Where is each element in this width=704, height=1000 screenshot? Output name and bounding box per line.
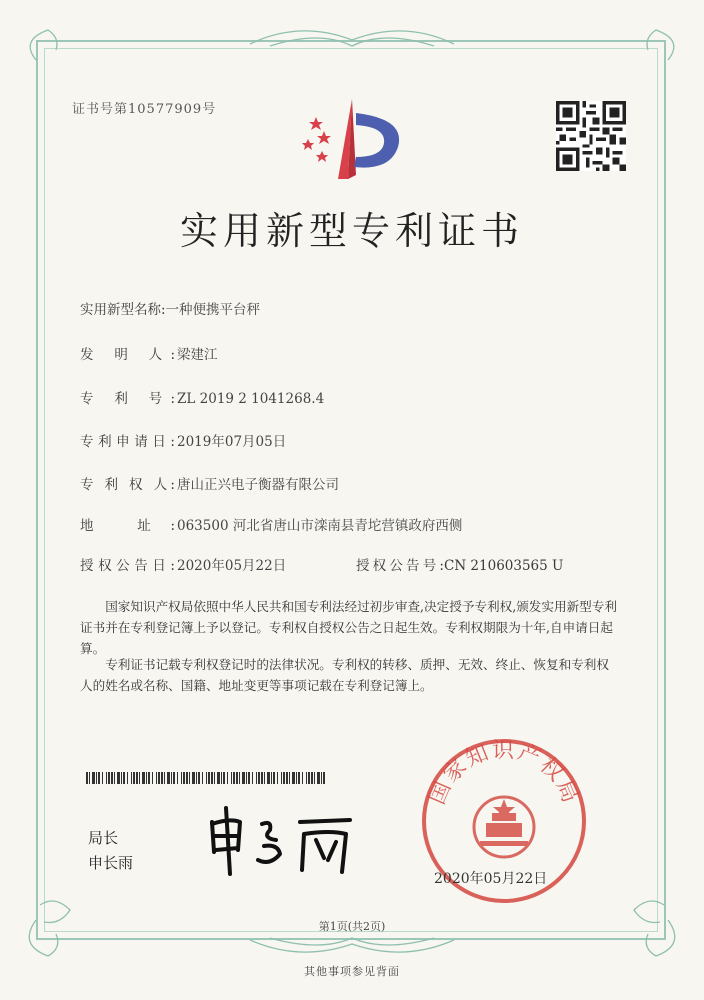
field-patentee: [80, 473, 339, 493]
body-paragraph-2: 专利证书记载专利权登记时的法律状况。专利权的转移、质押、无效、终止、恢复和专利权人的姓名或名称、国籍、地址变更等事项记载在专利登记簿上。: [80, 657, 609, 693]
field-label: 专 利 权 人:: [80, 477, 175, 493]
cnipa-logo-icon: [294, 95, 410, 185]
field-label: 专 利 号:: [80, 391, 175, 407]
field-value: 2019年07月05日: [177, 434, 287, 450]
field-value: ZL 2019 2 1041268.4: [177, 391, 325, 407]
field-value: 一种便携平台秤: [165, 302, 261, 318]
cert-no-value: 10577909: [128, 102, 203, 117]
field-value: CN 210603565 U: [444, 558, 564, 574]
footer-note: 其他事项参见背面: [304, 965, 400, 978]
body-paragraph-1: 国家知识产权局依照中华人民共和国专利法经过初步审查,决定授予专利权,颁发实用新型专利证书并在专利登记簿上予以登记。专利权自授权公告之日起生效。专利权期限为十年,自申请日起算。: [80, 599, 617, 656]
field-value: 2020年05月22日: [177, 558, 287, 574]
field-value: 梁建江: [177, 347, 218, 363]
seal-text: 国家知识产权局: [424, 738, 584, 809]
certificate-title: 实用新型专利证书: [179, 209, 524, 253]
seal-date: 2020年05月22日: [434, 871, 548, 887]
field-label: 专利申请日:: [80, 434, 175, 450]
field-inventor: [80, 343, 218, 363]
director-name: 申长雨: [88, 854, 134, 872]
director-signature-icon: [200, 800, 360, 880]
page-number: 第1页(共2页): [318, 920, 386, 933]
field-value: 063500 河北省唐山市滦南县青坨营镇政府西侧: [177, 518, 463, 534]
field-grant-date: [80, 554, 286, 574]
field-label: 授权公告号:: [356, 558, 444, 574]
qr-code-icon: [556, 101, 626, 171]
field-label: 发 明 人:: [80, 347, 175, 363]
field-utility-model-name: [80, 298, 260, 318]
field-label: 地 址:: [80, 518, 175, 534]
field-value: 唐山正兴电子衡器有限公司: [177, 477, 339, 493]
director-title: 局长: [88, 829, 119, 847]
cert-no-suffix: 号: [202, 102, 217, 117]
barcode-icon: [86, 772, 326, 784]
field-label: 实用新型名称:: [80, 302, 166, 318]
certificate-number: [72, 98, 216, 117]
field-patent-number: [80, 387, 324, 407]
field-filing-date: [80, 430, 286, 450]
field-label: 授权公告日:: [80, 558, 175, 574]
field-grant-number: [356, 554, 563, 574]
cert-no-label: 证书号第: [72, 102, 129, 117]
field-address: [80, 514, 462, 534]
